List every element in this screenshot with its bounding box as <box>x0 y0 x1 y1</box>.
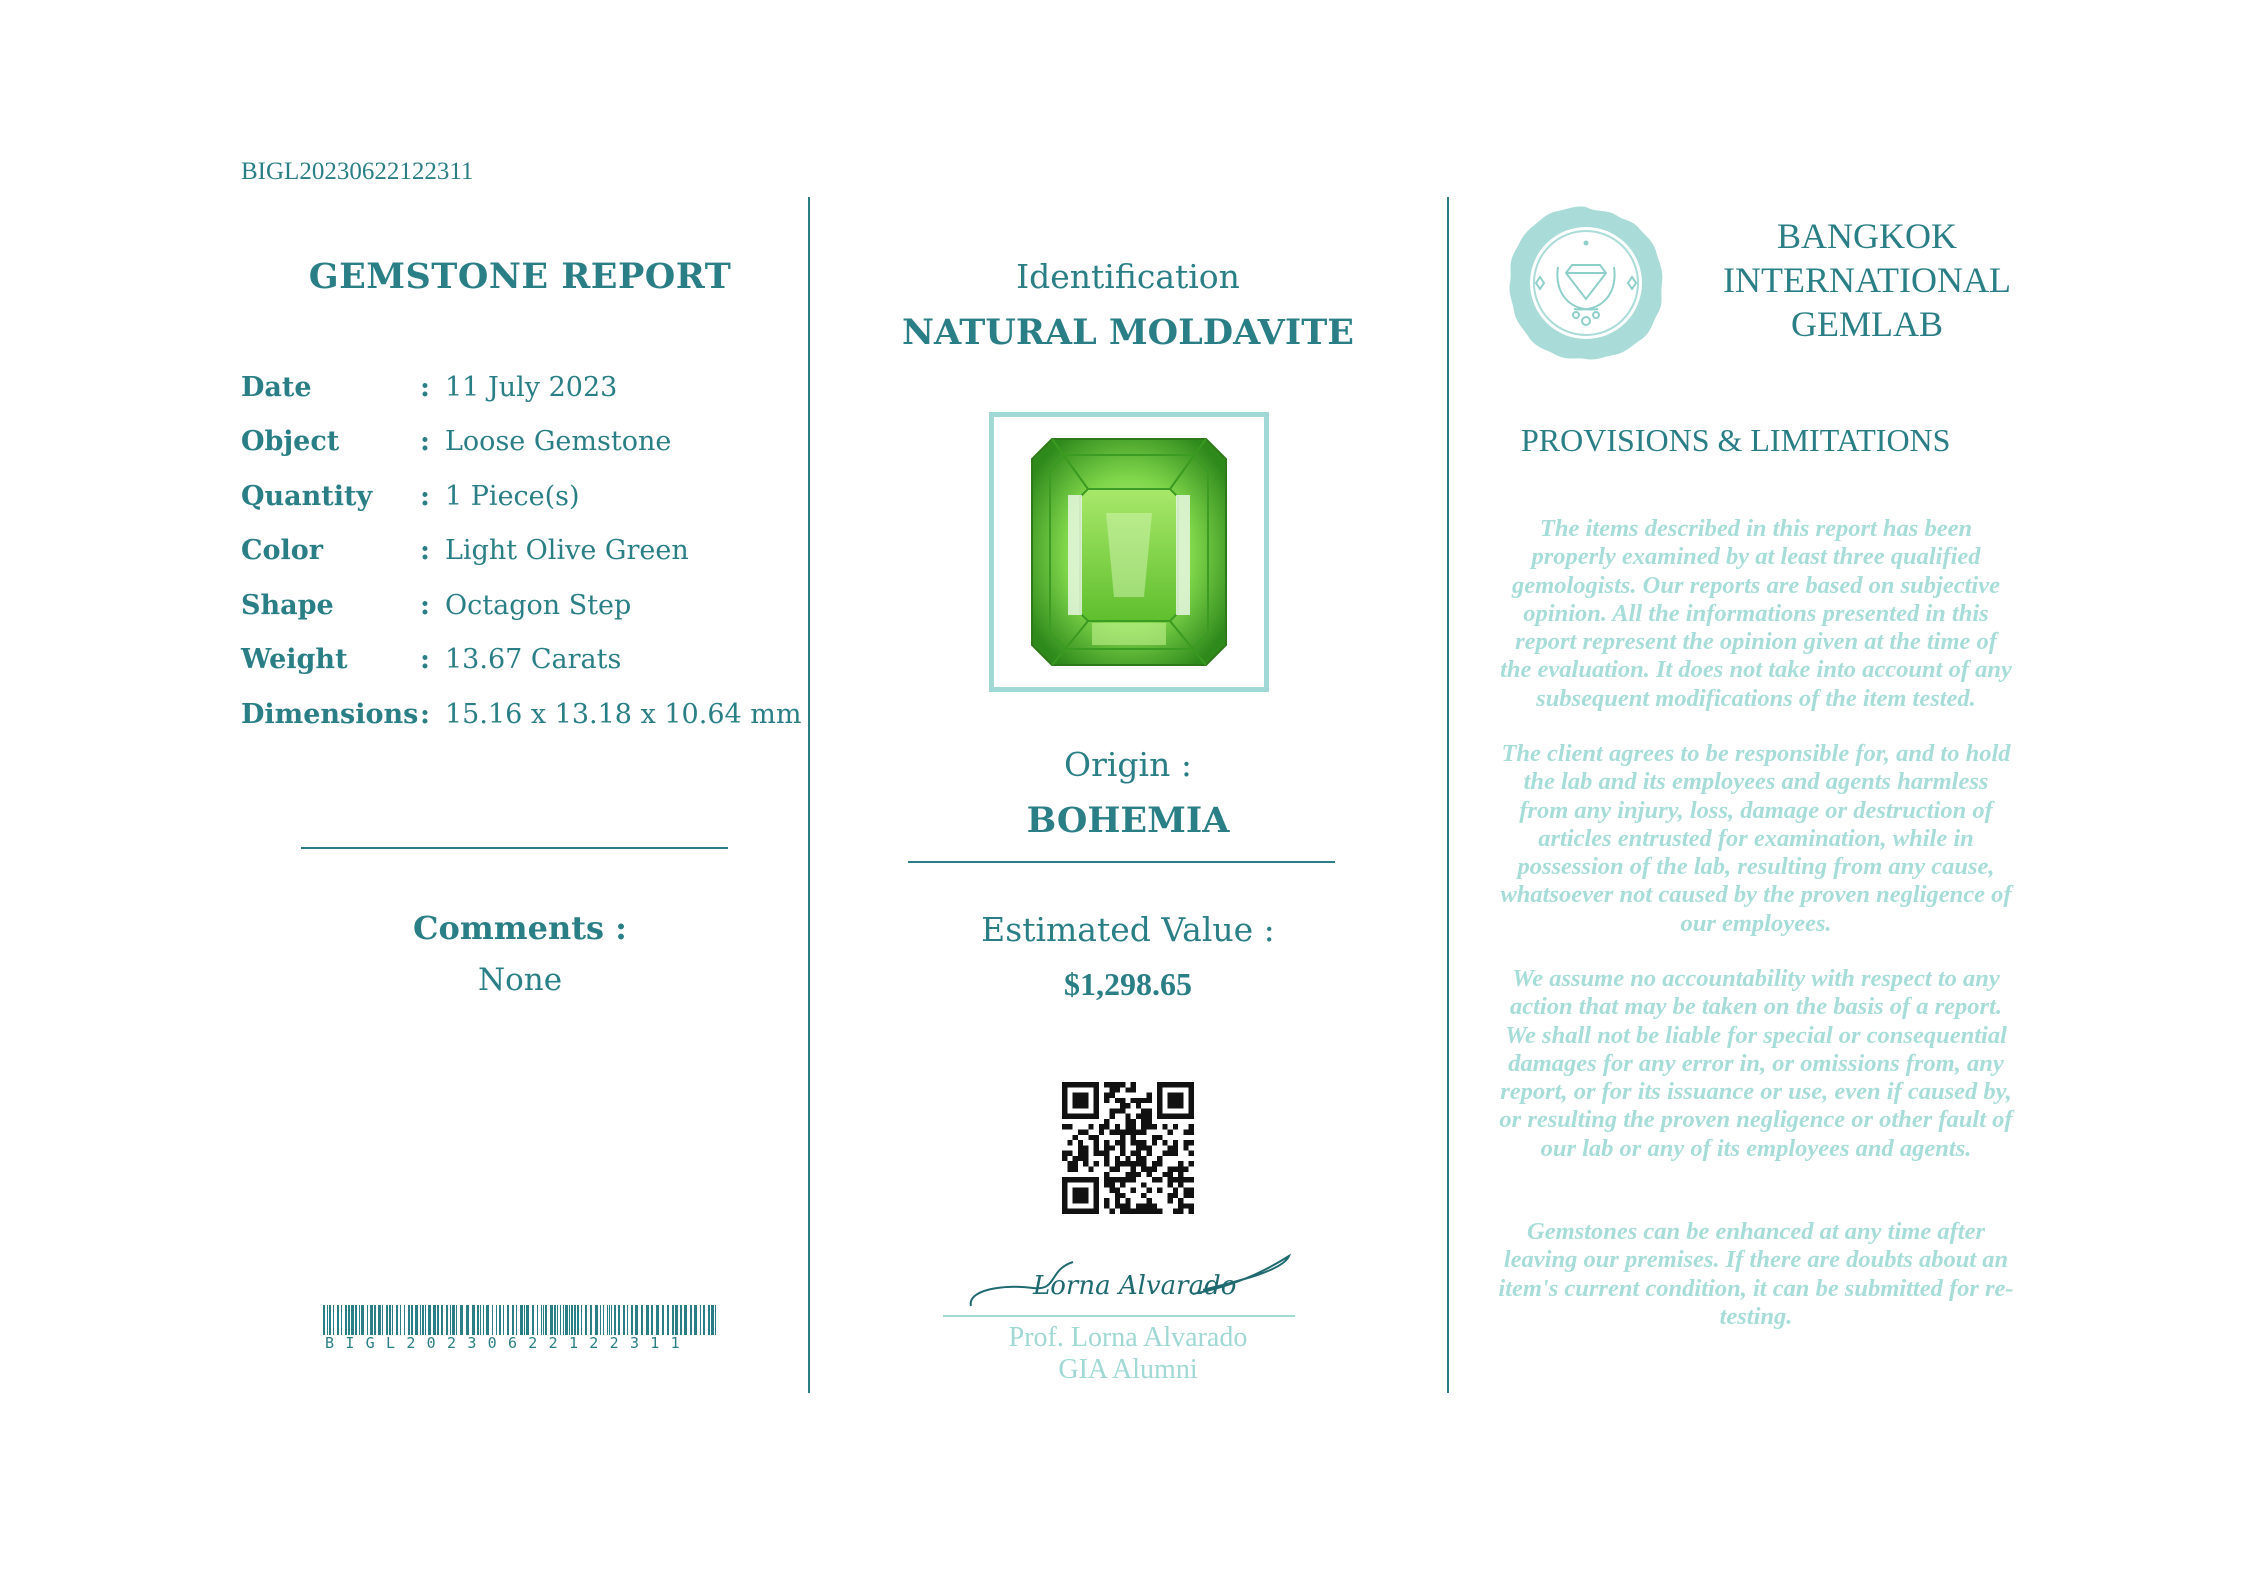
gemstone-photo-frame <box>989 412 1269 692</box>
identification-value: NATURAL MOLDAVITE <box>902 312 1354 353</box>
field-colon: : <box>420 372 430 403</box>
field-value: Light Olive Green <box>445 535 689 566</box>
signer-title: GIA Alumni <box>1058 1354 1198 1385</box>
provisions-paragraph: The client agrees to be responsible for, and to hold the lab and its employees and agents harmless from any injury, loss, damage or destruction of articles entrusted for examination, while in possession of the lab, resulting from any cause, whatsoever not caused by the proven negligence of our employees. <box>1500 740 2012 937</box>
signature-line <box>943 1315 1295 1317</box>
origin-label: Origin : <box>1064 745 1192 784</box>
estimated-value-label: Estimated Value : <box>981 910 1275 949</box>
field-colon: : <box>420 481 430 512</box>
signature <box>963 1250 1293 1312</box>
field-value: 13.67 Carats <box>445 644 622 675</box>
comments-title: Comments : <box>413 909 627 947</box>
barcode-number: BIGL20230622122311 <box>325 1334 691 1352</box>
field-colon: : <box>420 644 430 675</box>
field-label: Weight <box>241 644 348 675</box>
column-divider <box>808 197 810 1393</box>
provisions-paragraph: We assume no accountability with respect to any action that may be taken on the basis of a report. We shall not be liable for special or consequential damages for any error in, or omissions from, any report, or for its issuance or use, even if caused by, or resulting the proven negligence or other fault of our lab or any of its employees and agents. <box>1499 965 2013 1162</box>
signer-name: Prof. Lorna Alvarado <box>1008 1322 1248 1353</box>
column-divider <box>1447 197 1449 1393</box>
lab-seal-logo <box>1506 203 1666 363</box>
origin-value: BOHEMIA <box>1026 800 1230 841</box>
signature-text: Lorna Alvarado <box>1033 1271 1237 1301</box>
field-value: 11 July 2023 <box>445 372 618 403</box>
divider-rule <box>908 861 1335 863</box>
field-label: Dimensions <box>241 699 419 730</box>
report-number: BIGL20230622122311 <box>241 158 474 185</box>
lab-name <box>1712 214 2022 346</box>
provisions-paragraph: Gemstones can be enhanced at any time after leaving our premises. If there are doubts about an item's current condition, it can be submitted for re-testing. <box>1498 1218 2014 1330</box>
provisions-title: PROVISIONS & LIMITATIONS <box>1521 422 1951 458</box>
qr-code[interactable] <box>1062 1082 1194 1214</box>
gemstone-image <box>994 417 1264 687</box>
divider-rule <box>301 847 728 849</box>
field-label: Quantity <box>241 481 373 512</box>
field-label: Object <box>241 426 340 457</box>
comments-value: None <box>477 962 563 998</box>
field-value: 1 Piece(s) <box>445 481 580 512</box>
field-value: Loose Gemstone <box>445 426 672 457</box>
lab-name-line: GEMLAB <box>1791 304 1943 344</box>
field-colon: : <box>420 590 430 621</box>
lab-name-line: INTERNATIONAL <box>1723 260 2011 300</box>
field-colon: : <box>420 535 430 566</box>
provisions-paragraph: The items described in this report has been properly examined by at least three qualified gemologists. Our reports are based on subjective opinion. All the informations presented in this report represent the opinion given at the time of the evaluation. It does not take into account of any subsequent modifications of the item tested. <box>1500 515 2012 712</box>
field-label: Date <box>241 372 312 403</box>
field-label: Color <box>241 535 323 566</box>
field-label: Shape <box>241 590 334 621</box>
field-value: 15.16 x 13.18 x 10.64 mm <box>445 699 802 730</box>
estimated-value: $1,298.65 <box>1064 966 1192 1002</box>
lab-name-line: BANGKOK <box>1777 216 1957 256</box>
field-colon: : <box>420 426 430 457</box>
field-colon: : <box>420 699 430 730</box>
field-value: Octagon Step <box>445 590 632 621</box>
identification-label: Identification <box>1016 257 1240 296</box>
report-title: GEMSTONE REPORT <box>308 256 732 297</box>
